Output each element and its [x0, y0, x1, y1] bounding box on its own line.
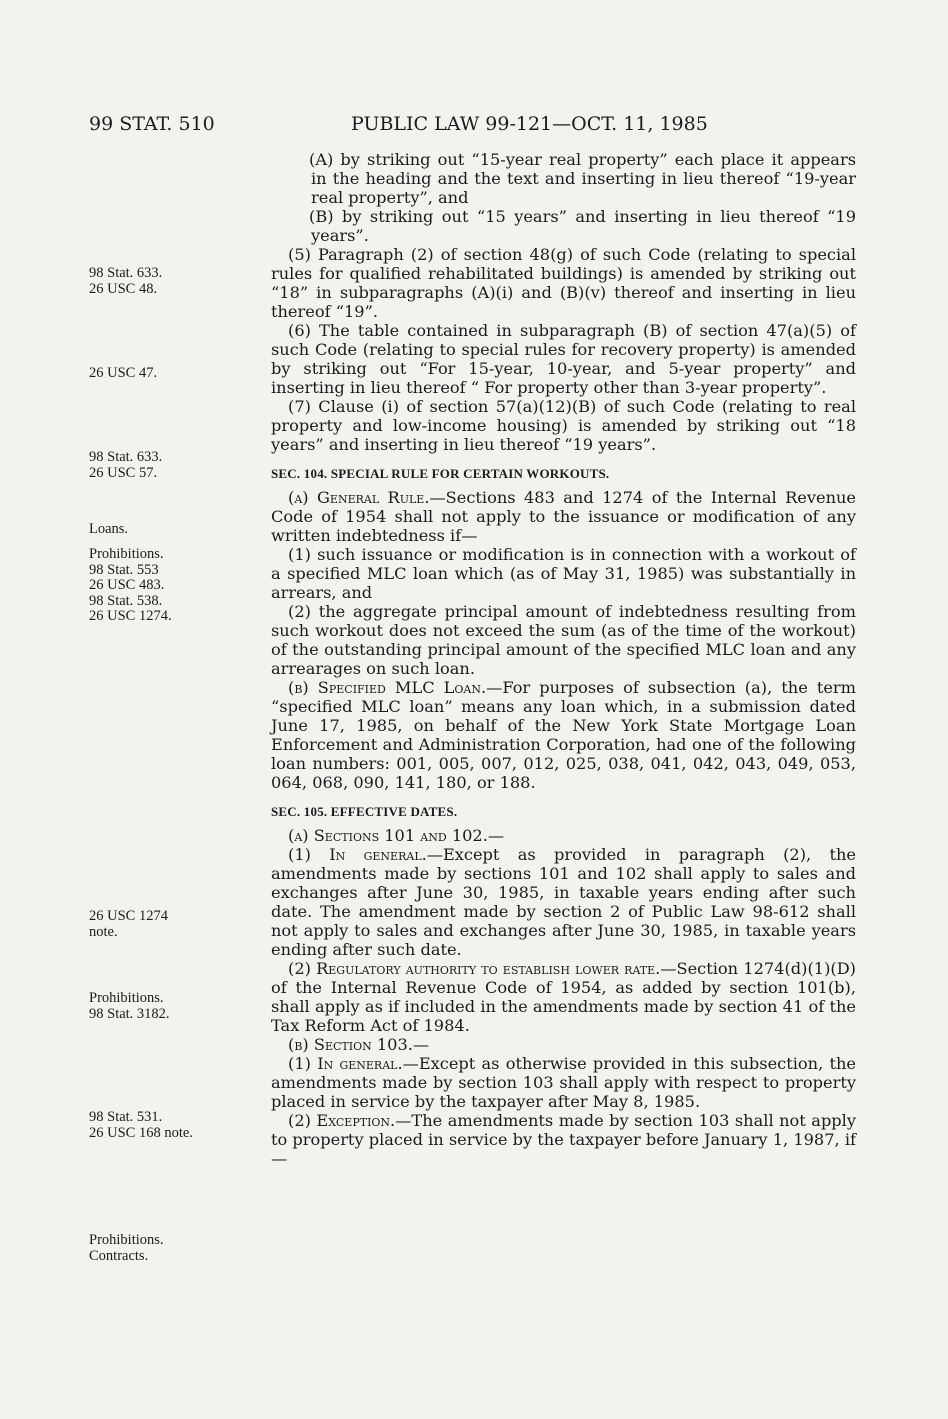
section-104-b-text: —For purposes of subsection (a), the term “specified MLC loan” means any loan which, in a submission dated June 17, 1985, on behalf of the New York State Mortgage Loan Enforcement and Administration Corporation, had one of the following loan numbers: 001, 005, 007, 012, 025, 038, 041, 042, 043, 049, 053, 064, 068, 090, 141, 180, or 188.	[271, 678, 857, 792]
margin-note-stat-633-usc-57: 98 Stat. 633. 26 USC 57.	[89, 449, 163, 481]
section-105-b-2-text: —The amendments made by section 103 shall not apply to property placed in service by the taxpayer before January 1, 1987, if—	[271, 1111, 856, 1168]
margin-note-usc-47: 26 USC 47.	[89, 365, 158, 381]
subparagraph-b: (B) by striking out “15 years” and inserting in lieu thereof “19 years”.	[309, 207, 856, 245]
section-105-a-2	[271, 959, 856, 1035]
section-105-a-2-text: —Section 1274(d)(1)(D) of the Internal Revenue Code of 1954, as added by section 101(b), shall apply as if included in the amendments made by section 41 of the Tax Reform Act of 1984.	[271, 959, 856, 1035]
paragraph-6: (6) The table contained in subparagraph (B) of section 47(a)(5) of such Code (relating to special rules for recovery property) is amended by striking out “For 15-year, 10-year, and 5-year property” and inserting in lieu thereof “ For property other than 3-year property”.	[271, 321, 856, 397]
section-105-b-1	[271, 1054, 856, 1111]
margin-note-prohibitions-3182: Prohibitions. 98 Stat. 3182.	[89, 990, 170, 1022]
section-105-b-2-heading: (2) Exception.	[288, 1111, 396, 1130]
public-law-title: PUBLIC LAW 99-121—OCT. 11, 1985	[351, 113, 708, 135]
section-104-b	[271, 678, 856, 792]
section-104-a-2: (2) the aggregate principal amount of indebtedness resulting from such workout does not exceed the sum (as of the time of the workout) of the outstanding principal amount of the specified MLC loan and any arrearages on such loan.	[271, 602, 856, 678]
section-105-a-2-heading: (2) Regulatory authority to establish lower rate.	[288, 959, 661, 978]
statute-body	[271, 150, 856, 1168]
section-105-a	[271, 826, 856, 845]
section-104-a-text: —Sections 483 and 1274 of the Internal Revenue Code of 1954 shall not apply to the issuance or modification of any written indebtedness if—	[271, 488, 857, 545]
section-104-a-heading: (a) General Rule.	[288, 488, 430, 507]
section-104-heading: SEC. 104. SPECIAL RULE FOR CERTAIN WORKOUTS.	[271, 466, 610, 481]
section-104-b-heading: (b) Specified MLC Loan.	[288, 678, 487, 697]
margin-note-stat-531-usc-168: 98 Stat. 531. 26 USC 168 note.	[89, 1109, 193, 1141]
section-105-b-heading: (b) Section 103.	[288, 1035, 413, 1054]
paragraph-7: (7) Clause (i) of section 57(a)(12)(B) of such Code (relating to real property and low-income housing) is amended by striking out “18 years” and inserting in lieu thereof “19 years”.	[271, 397, 856, 454]
section-105-heading: SEC. 105. EFFECTIVE DATES.	[271, 804, 458, 819]
page-header	[89, 113, 849, 139]
section-104-a-1: (1) such issuance or modification is in connection with a workout of a specified MLC loan which (as of May 31, 1985) was substantially in arrears, and	[271, 545, 856, 602]
section-105-b-2	[271, 1111, 856, 1168]
section-105-b	[271, 1035, 856, 1054]
margin-note-prohibitions-workouts: Prohibitions. 98 Stat. 553 26 USC 483. 98 Stat. 538. 26 USC 1274.	[89, 546, 172, 624]
margin-note-prohibitions-contracts: Prohibitions. Contracts.	[89, 1232, 164, 1264]
statute-page-number: 99 STAT. 510	[89, 113, 215, 135]
section-105-a-1-heading: (1) In general.	[288, 845, 427, 864]
section-105-b-dash: —	[412, 1035, 430, 1054]
paragraph-5: (5) Paragraph (2) of section 48(g) of such Code (relating to special rules for qualified rehabilitated buildings) is amended by striking out “18” in subparagraphs (A)(i) and (B)(v) thereof and inserting in lieu thereof “19”.	[271, 245, 856, 321]
section-105-a-heading: (a) Sections 101 and 102.	[288, 826, 488, 845]
section-105-a-1	[271, 845, 856, 959]
subparagraph-a: (A) by striking out “15-year real property” each place it appears in the heading and the text and inserting in lieu thereof “19-year real property”, and	[309, 150, 856, 207]
margin-note-stat-633-usc-48: 98 Stat. 633. 26 USC 48.	[89, 265, 163, 297]
section-105-a-dash: —	[487, 826, 505, 845]
margin-note-loans: Loans.	[89, 521, 129, 537]
margin-note-usc-1274-note: 26 USC 1274 note.	[89, 908, 168, 940]
section-104-a	[271, 488, 856, 545]
section-105-b-1-heading: (1) In general.	[288, 1054, 403, 1073]
section-105-a-1-text: —Except as provided in paragraph (2), the amendments made by sections 101 and 102 shall apply to sales and exchanges after June 30, 1985, in taxable years ending after such date. The amendment made by section 2 of Public Law 98-612 shall not apply to sales and exchanges after June 30, 1985, in taxable years ending after such date.	[271, 845, 856, 959]
section-105-b-1-text: —Except as otherwise provided in this subsection, the amendments made by section 103 shall apply with respect to property placed in service by the taxpayer after May 8, 1985.	[271, 1054, 856, 1111]
